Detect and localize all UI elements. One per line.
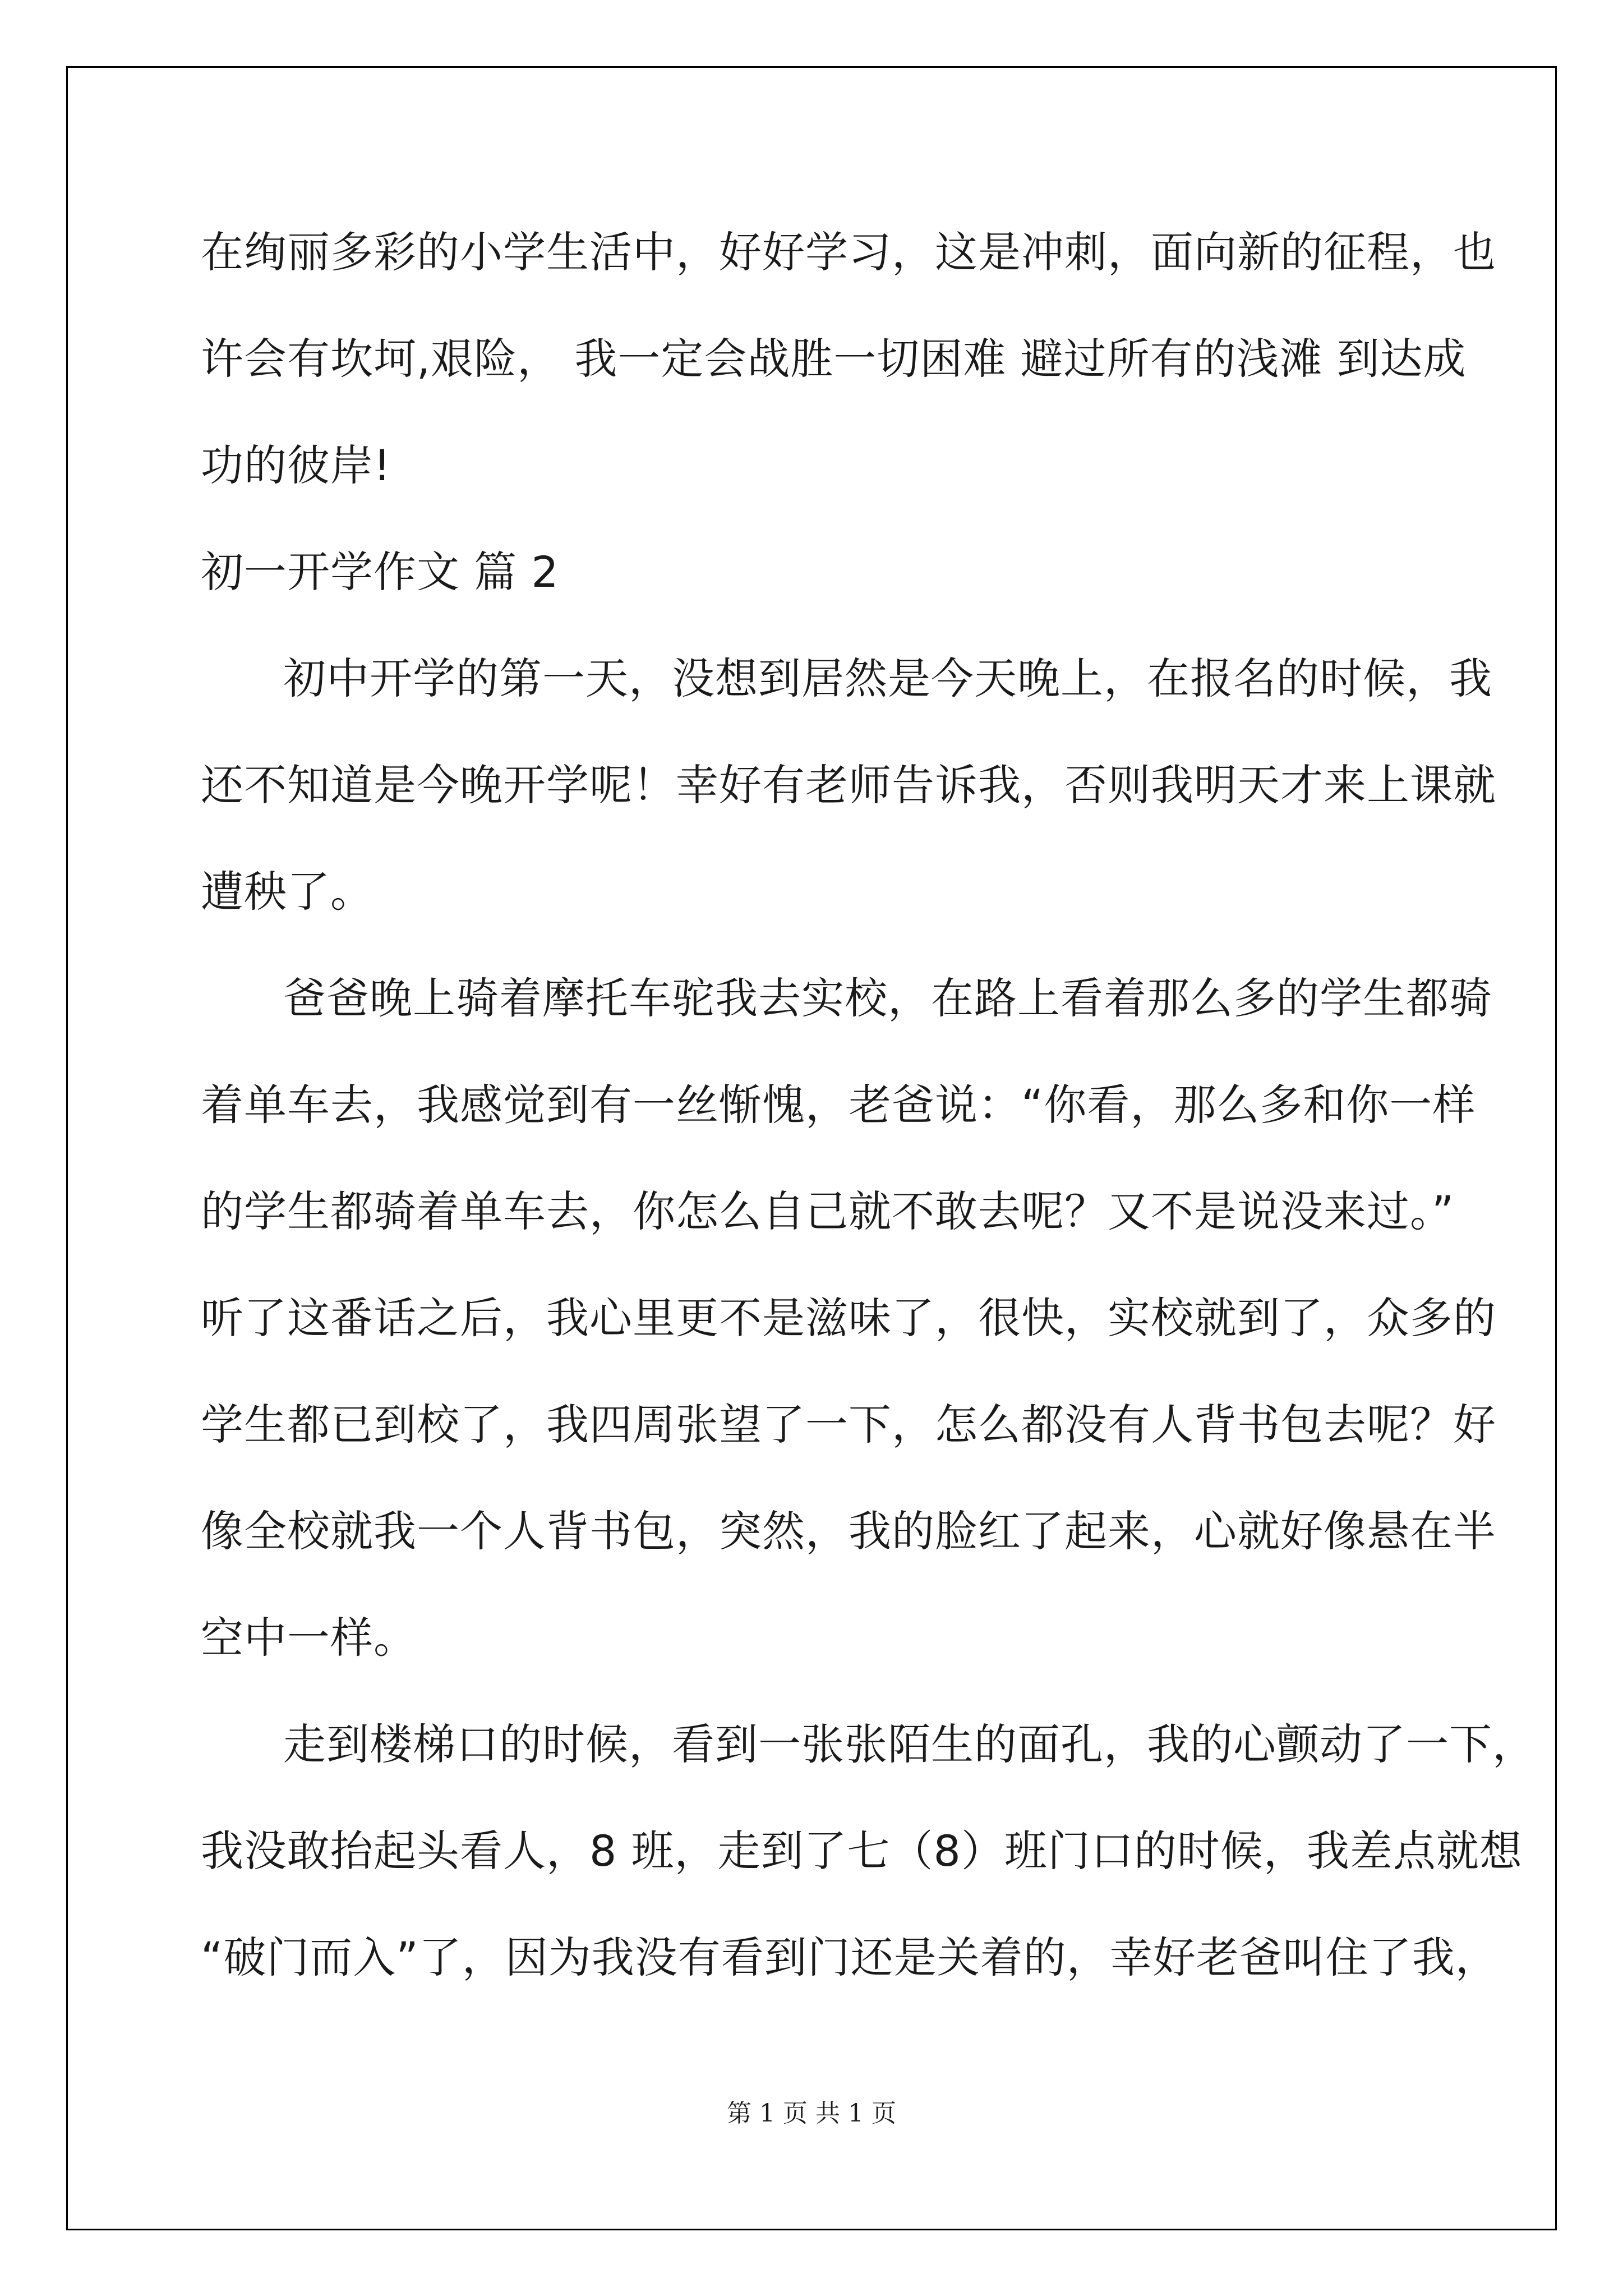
- text-line: 学生都已到校了，我四周张望了一下，怎么都没有人背书包去呢？好: [201, 1400, 1496, 1450]
- paragraph-first-line: 初中开学的第一天，没想到居然是今天晚上，在报名的时候，我: [283, 654, 1492, 703]
- text-line: 在绚丽多彩的小学生活中，好好学习，这是冲刺，面向新的征程，也: [201, 227, 1496, 277]
- text-line: 还不知道是今晚开学呢！幸好有老师告诉我，否则我明天才来上课就: [201, 760, 1496, 810]
- text-line: “破门而入”了，因为我没有看到门还是关着的，幸好老爸叫住了我，: [201, 1932, 1498, 1982]
- text-line: 像全校就我一个人背书包，突然，我的脸红了起来，心就好像悬在半: [201, 1506, 1496, 1556]
- text-line: 许会有坎坷,艰险， 我一定会战胜一切困难 避过所有的浅滩 到达成: [201, 334, 1467, 384]
- text-line: 的学生都骑着单车去，你怎么自己就不敢去呢？又不是说没来过。”: [201, 1186, 1455, 1236]
- text-line: 我没敢抬起头看人，8 班，走到了七（8）班门口的时候，我差点就想: [201, 1826, 1523, 1876]
- page-border: [66, 66, 1557, 2230]
- text-line: 空中一样。: [201, 1613, 417, 1663]
- text-line: 功的彼岸!: [201, 440, 391, 490]
- paragraph-first-line: 爸爸晚上骑着摩托车驼我去实校，在路上看着那么多的学生都骑: [283, 973, 1492, 1023]
- text-line: 遭秧了。: [201, 867, 374, 917]
- page-number-footer: 第 1 页 共 1 页: [727, 2099, 896, 2128]
- paragraph-first-line: 走到楼梯口的时候，看到一张张陌生的面孔，我的心颤动了一下，: [283, 1719, 1536, 1769]
- text-line: 着单车去，我感觉到有一丝惭愧，老爸说：“你看，那么多和你一样: [201, 1080, 1476, 1130]
- text-line: 听了这番话之后，我心里更不是滋味了，很快，实校就到了，众多的: [201, 1293, 1496, 1343]
- section-heading: 初一开学作文 篇 2: [201, 547, 559, 597]
